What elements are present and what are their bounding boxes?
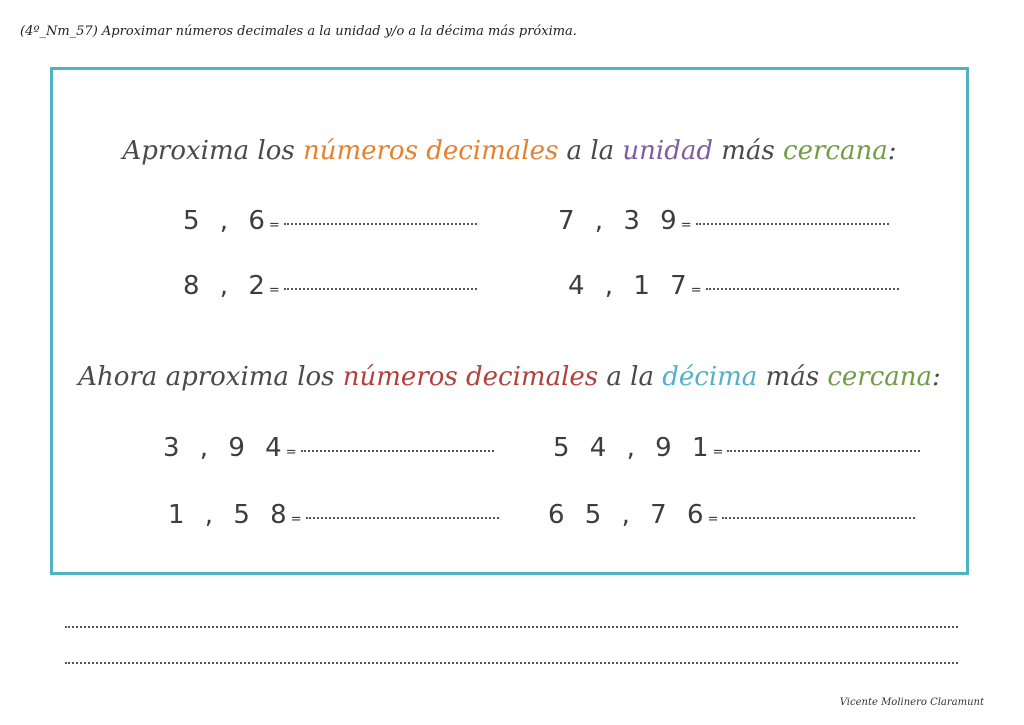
answer-line[interactable]: [65, 662, 958, 664]
exercise-number: 6 5 , 7 6: [548, 500, 710, 530]
exercise-item: [183, 271, 477, 301]
heading-highlight-tenth: décima: [662, 362, 758, 392]
equals-sign: =: [285, 445, 297, 460]
worksheet-header: (4º_Nm_57) Aproximar números decimales a la unidad y/o a la décima más próxima.: [20, 24, 577, 39]
heading-text: más: [757, 362, 828, 392]
exercise-number: 7 , 3 9: [558, 206, 683, 236]
heading-text: :: [887, 136, 897, 166]
heading-text: más: [713, 136, 784, 166]
heading-text: a la: [558, 136, 623, 166]
heading-text: :: [932, 362, 941, 392]
answer-blank[interactable]: [284, 288, 477, 290]
answer-blank[interactable]: [706, 288, 899, 290]
equals-sign: =: [712, 445, 724, 460]
heading-highlight-decimals: números decimales: [302, 136, 559, 166]
heading-text: Aproxima los: [122, 136, 303, 166]
author-credit: Vicente Molinero Claramunt: [839, 697, 984, 708]
exercise-item: [168, 500, 499, 530]
equals-sign: =: [680, 218, 692, 233]
answer-line[interactable]: [65, 626, 958, 628]
answer-blank[interactable]: [722, 517, 915, 519]
exercise-item: [548, 500, 915, 530]
heading-text: Ahora aproxima los: [78, 362, 343, 392]
answer-blank[interactable]: [306, 517, 499, 519]
heading-highlight-nearest: cercana: [827, 362, 933, 392]
exercise-item: [553, 433, 920, 463]
exercise-item: [568, 271, 899, 301]
heading-highlight-nearest: cercana: [783, 136, 888, 166]
equals-sign: =: [268, 283, 280, 298]
heading-highlight-unit: unidad: [622, 136, 714, 166]
exercise-item: [558, 206, 889, 236]
exercise-item: [163, 433, 494, 463]
section2-heading: [53, 362, 966, 392]
exercise-number: 5 , 6: [183, 206, 271, 236]
answer-blank[interactable]: [301, 450, 494, 452]
equals-sign: =: [690, 283, 702, 298]
answer-blank[interactable]: [284, 223, 477, 225]
exercise-item: [183, 206, 477, 236]
exercise-number: 3 , 9 4: [163, 433, 288, 463]
equals-sign: =: [707, 512, 719, 527]
exercise-number: 4 , 1 7: [568, 271, 693, 301]
answer-blank[interactable]: [727, 450, 920, 452]
equals-sign: =: [290, 512, 302, 527]
exercise-frame: [50, 67, 969, 575]
heading-highlight-decimals: números decimales: [342, 362, 599, 392]
section1-heading: [53, 136, 966, 166]
exercise-number: 8 , 2: [183, 271, 271, 301]
exercise-number: 5 4 , 9 1: [553, 433, 715, 463]
heading-text: a la: [598, 362, 663, 392]
answer-blank[interactable]: [696, 223, 889, 225]
exercise-number: 1 , 5 8: [168, 500, 293, 530]
equals-sign: =: [268, 218, 280, 233]
